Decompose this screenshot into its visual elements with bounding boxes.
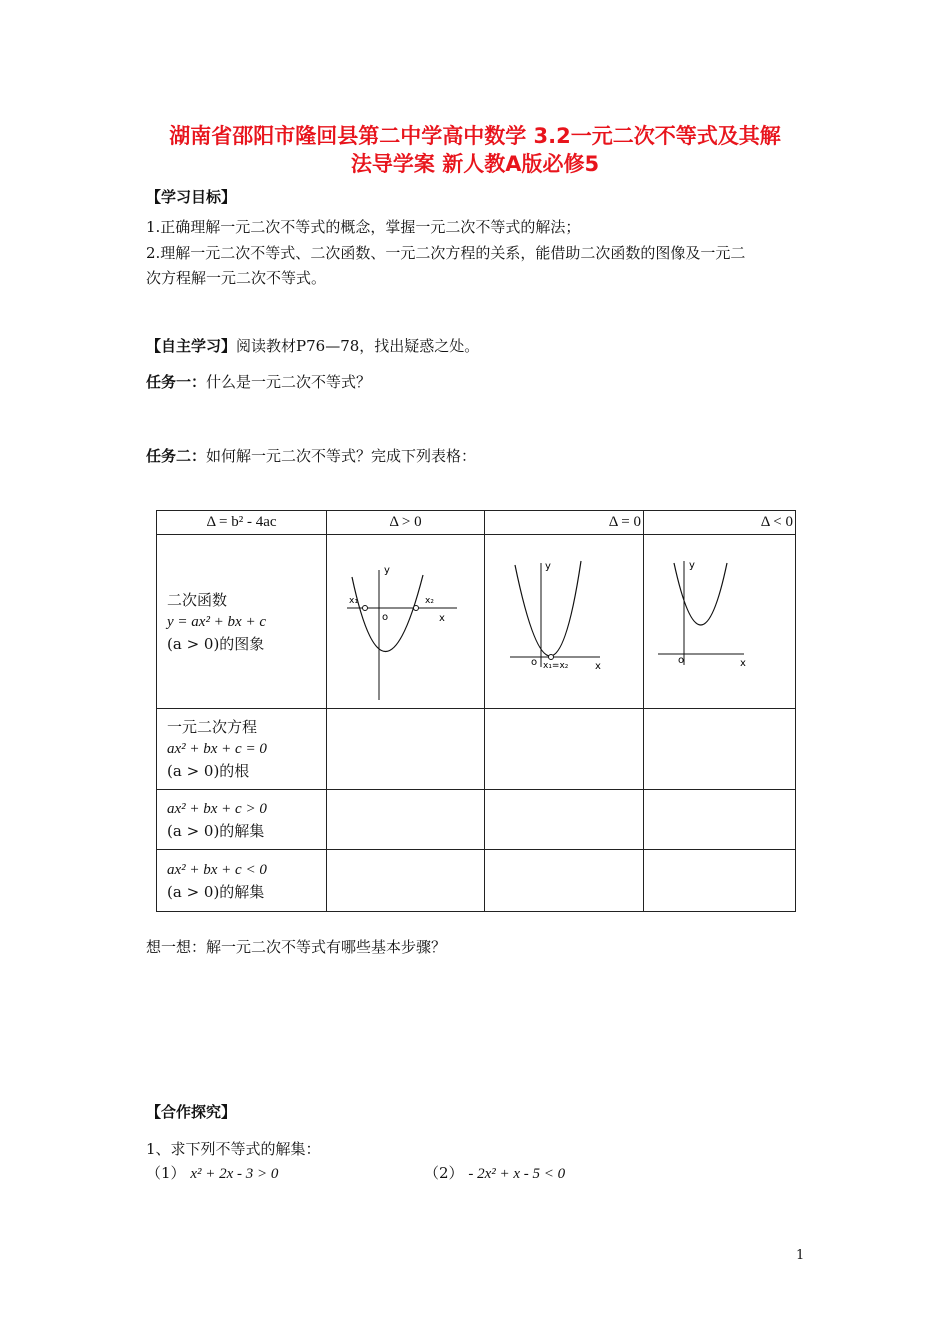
row-graph-title: 二次函数 xyxy=(167,590,228,609)
axis-x-label: x xyxy=(439,613,445,624)
task-1-text: 什么是一元二次不等式？ xyxy=(206,373,372,391)
graph-cell-positive xyxy=(327,535,485,709)
title-line-1: 湖南省邵阳市隆回县第二中学高中数学 3.2一元二次不等式及其解 xyxy=(169,124,781,148)
think-prompt: 想一想：解一元二次不等式有哪些基本步骤？ xyxy=(146,938,447,956)
coop-question-1b-label: （2） xyxy=(424,1164,464,1182)
header-delta-negative: Δ < 0 xyxy=(644,511,796,535)
graph-cell-zero xyxy=(485,535,644,709)
origin-label-3: o xyxy=(678,655,685,666)
task-1-label: 任务一： xyxy=(146,373,207,391)
coop-question-1a-formula: x² + 2x - 3 > 0 xyxy=(190,1166,279,1182)
parabola-one-root-graph xyxy=(485,535,643,704)
axis-x-label-2: x xyxy=(595,661,601,672)
coop-question-1b xyxy=(424,1161,565,1186)
row-graph-condition: (a > 0)的图象 xyxy=(167,634,265,653)
less-cell-zero xyxy=(485,850,644,912)
inequality-table xyxy=(156,510,796,912)
page-number: 1 xyxy=(796,1248,805,1263)
task-1 xyxy=(146,370,371,394)
goal-item-2a: 2.理解一元二次不等式、二次函数、一元二次方程的关系，能借助二次函数的图像及一元二 xyxy=(146,244,746,262)
row-greater-formula: ax² + bx + c > 0 xyxy=(167,800,267,817)
coop-question-1: 1、求下列不等式的解集： xyxy=(146,1140,321,1158)
row-graph-label xyxy=(157,535,327,709)
row-less-condition: (a > 0)的解集 xyxy=(167,882,265,901)
roots-cell-positive xyxy=(327,709,485,790)
origin-label: o xyxy=(382,612,389,623)
axis-y-label-2: y xyxy=(545,561,551,572)
coop-question-1b-formula: - 2x² + x - 5 < 0 xyxy=(468,1166,566,1182)
coop-question-1a-label: （1） xyxy=(146,1164,186,1182)
goal-item-1: 1.正确理解一元二次不等式的概念，掌握一元二次不等式的解法； xyxy=(146,218,581,236)
origin-label-2: o xyxy=(531,657,538,668)
task-2 xyxy=(146,444,476,468)
row-roots-condition: (a > 0)的根 xyxy=(167,762,250,780)
x1-label: x₁ xyxy=(349,596,358,606)
header-delta-positive: Δ > 0 xyxy=(327,511,485,535)
root-x2-point xyxy=(414,606,419,611)
axis-y-label-3: y xyxy=(689,560,695,571)
row-less-formula: ax² + bx + c < 0 xyxy=(167,861,267,878)
self-study-line xyxy=(146,334,479,358)
axis-x-label-3: x xyxy=(740,658,746,669)
coop-question-1a xyxy=(146,1161,278,1186)
parabola-no-root-graph xyxy=(644,535,795,704)
parabola-two-roots-graph xyxy=(327,535,484,704)
row-greater-condition: (a > 0)的解集 xyxy=(167,821,265,840)
self-study-text: 阅读教材P76—78，找出疑惑之处。 xyxy=(236,337,480,355)
greater-cell-positive xyxy=(327,790,485,850)
coop-heading: 【合作探究】 xyxy=(146,1103,237,1121)
task-2-label: 任务二： xyxy=(146,447,207,465)
less-cell-positive xyxy=(327,850,485,912)
row-roots-title: 一元二次方程 xyxy=(167,718,258,736)
goal-item-2b: 次方程解一元二次不等式。 xyxy=(146,269,327,287)
greater-cell-negative xyxy=(644,790,796,850)
x2-label: x₂ xyxy=(425,596,434,606)
task-2-text: 如何解一元二次不等式？完成下列表格： xyxy=(206,447,477,465)
goals-heading: 【学习目标】 xyxy=(146,188,237,206)
row-roots-label xyxy=(157,709,327,790)
axis-y-label: y xyxy=(384,565,390,576)
double-root-point xyxy=(549,655,554,660)
row-less-label xyxy=(157,850,327,912)
roots-cell-negative xyxy=(644,709,796,790)
x1-equals-x2-label: x₁=x₂ xyxy=(543,661,569,671)
row-greater-label xyxy=(157,790,327,850)
header-delta-zero: Δ = 0 xyxy=(485,511,644,535)
roots-cell-zero xyxy=(485,709,644,790)
self-study-heading: 【自主学习】 xyxy=(146,337,237,355)
header-delta: Δ = b² - 4ac xyxy=(157,511,327,535)
title-line-2: 法导学案 新人教A版必修5 xyxy=(350,152,600,176)
graph-cell-negative xyxy=(644,535,796,709)
greater-cell-zero xyxy=(485,790,644,850)
row-roots-formula: ax² + bx + c = 0 xyxy=(167,741,267,757)
row-graph-formula: y = ax² + bx + c xyxy=(167,613,266,630)
root-x1-point xyxy=(363,606,368,611)
less-cell-negative xyxy=(644,850,796,912)
